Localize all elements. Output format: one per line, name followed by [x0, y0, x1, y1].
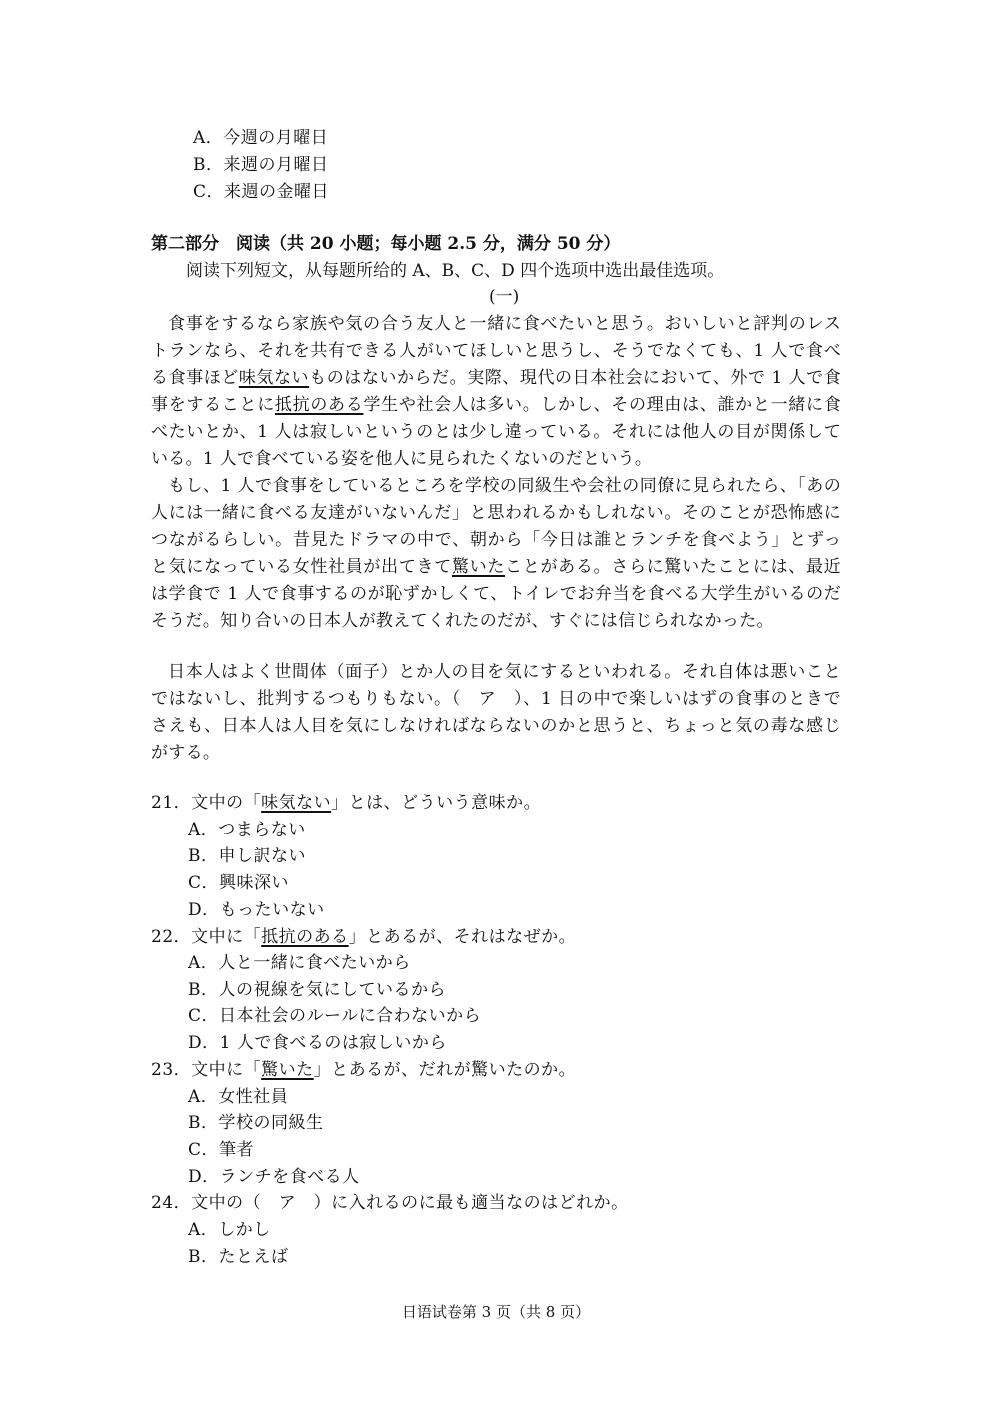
underlined-term-ajikenai: 味気ない: [238, 368, 310, 388]
q23-option-c: C．筆者: [188, 1140, 255, 1160]
question-23: 23．文中に「驚いた」とあるが、だれが驚いたのか。: [151, 1060, 577, 1080]
q21-option-a: A．つまらない: [188, 820, 306, 840]
p2-text-a: もし、1 人で食事をしているところを学校の同級生や会社の同僚に見られたら、「あの人には一緒に食べる友達がいないんだ」と思われるかもしれない。そのことが恐怖感につながるらしい。昔見たドラマの中で、朝から「今日は誰とランチを食べよう」とずっと気になっている女性社員が出てきて: [151, 476, 841, 577]
p1-text-b: ものはないからだ。実際、現代の日本社会において、外で 1 人で食事をすることに: [151, 368, 842, 415]
prev-option-a: A．今週の月曜日: [193, 128, 329, 148]
q23-option-a: A．女性社員: [188, 1087, 289, 1107]
underlined-term-teikou: 抵抗のある: [274, 395, 364, 415]
p2-text-b: ことがある。さらに驚いたことには、最近は学食で 1 人で食事するのが恥ずかしくて、トイレでお弁当を食べる大学生がいるのだそうだ。知り合いの日本人が教えてくれたのだが、すぐには信じられなかった。: [151, 557, 841, 631]
passage-number: (一): [489, 287, 520, 307]
passage-paragraph-1: [151, 311, 841, 473]
q21-option-d: D．もったいない: [188, 900, 325, 920]
q21-option-c: C．興味深い: [188, 873, 290, 893]
q23-option-d: D．ランチを食べる人: [188, 1167, 360, 1187]
q22-option-c: C．日本社会のルールに合わないから: [188, 1006, 482, 1026]
q22-option-b: B．人の視線を気にしているから: [188, 980, 446, 1000]
prev-option-b: B．来週の月曜日: [193, 155, 329, 175]
page-footer: 日语试卷第 3 页（共 8 页）: [401, 1303, 591, 1321]
q21-option-b: B．申し訳ない: [188, 846, 306, 866]
question-24: 24．文中の（ ア ）に入れるのに最も適当なのはどれか。: [151, 1193, 629, 1213]
q23-option-b: B．学校の同級生: [188, 1113, 324, 1133]
prev-option-c: C．来週の金曜日: [193, 182, 330, 202]
passage-paragraph-3: 日本人はよく世間体（面子）とか人の目を気にするといわれる。それ自体は悪いことではないし、批判するつもりもない。（ ア ）、1 日の中で楽しいはずの食事のときでさえも、日本人は人目を気にしなければならないのかと思うと、ちょっと気の毒な感じがする。: [151, 662, 841, 763]
question-21: 21．文中の「味気ない」とは、どういう意味か。: [151, 793, 542, 813]
p1-text-a: 食事をするなら家族や気の合う友人と一緒に食べたいと思う。おいしいと評判のレストランなら、それを共有できる人がいてほしいと思うし、そうでなくても、1 人で食べる食事ほど: [151, 314, 841, 388]
underlined-term-odoroita: 驚いた: [451, 557, 506, 577]
p1-text-c: 学生や社会人は多い。しかし、その理由は、誰かと一緒に食べたいとか、1 人は寂しいというのとは少し違っている。それには他人の目が関係している。1 人で食べている姿を他人に見られたくないのだという。: [151, 395, 841, 469]
q24-option-b: B．たとえば: [188, 1247, 289, 1267]
passage-paragraph-2: [151, 473, 841, 635]
section-title: 第二部分 阅读（共 20 小题；每小题 2.5 分，满分 50 分）: [151, 234, 621, 254]
section-instruction: 阅读下列短文，从每题所给的 A、B、C、D 四个选项中选出最佳选项。: [186, 261, 725, 281]
q22-option-a: A．人と一緒に食べたいから: [188, 953, 411, 973]
q22-option-d: D．1 人で食べるのは寂しいから: [188, 1033, 447, 1053]
question-22: 22．文中に「抵抗のある」とあるが、それはなぜか。: [151, 927, 577, 947]
q24-option-a: A．しかし: [188, 1220, 271, 1240]
